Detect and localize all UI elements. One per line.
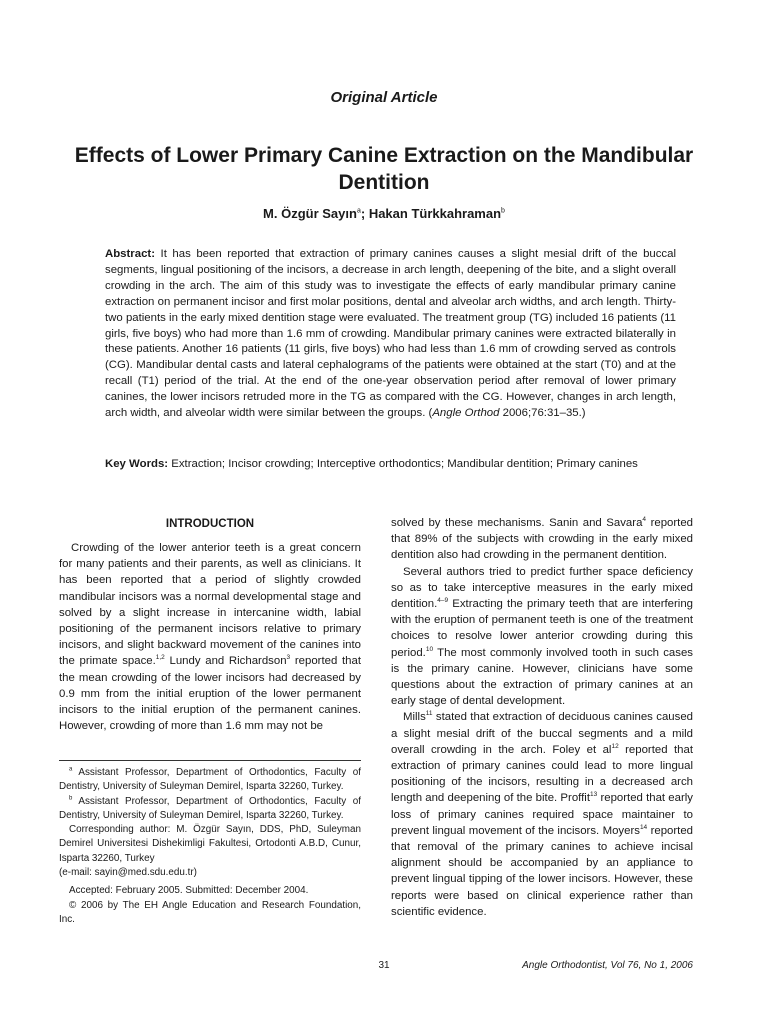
paragraph-text: reported that extraction of primary canines could lead to more lingual positioning of the incisors, resulting in a decreased arch length and deepening of the bite. Proffit <box>391 743 693 805</box>
left-column <box>59 518 361 734</box>
author-name: M. Özgür Sayın <box>263 206 357 221</box>
abstract <box>105 247 676 422</box>
affiliation-marker: b <box>501 207 505 215</box>
paragraph-text: reported that the mean crowding of the lower incisors had decreased by 0.9 mm from the initial eruption of the lower permanent incisors to the initial eruption of the permanent canines. However, crowding of more than 1.6 mm may not be <box>59 655 361 733</box>
reference-marker: 12 <box>611 743 619 751</box>
journal-info: Angle Orthodontist, Vol 76, No 1, 2006 <box>522 960 693 971</box>
reference-marker: 3 <box>286 654 291 662</box>
article-type: Original Article <box>330 89 438 106</box>
author-name: Hakan Türkkahraman <box>368 206 502 221</box>
paragraph-text: The most commonly involved tooth in such cases is the primary canine. However, clinicians have some questions about the extraction of primary canines at an early stage of dental development. <box>391 646 693 708</box>
reference-marker: 11 <box>425 710 433 718</box>
reference-marker: 13 <box>589 791 598 799</box>
abstract-citation-journal: Angle Orthod <box>432 407 500 420</box>
paragraph-text: Mills <box>403 711 426 724</box>
author-line <box>0 206 768 221</box>
affiliation-marker: a <box>356 207 361 215</box>
body-paragraph <box>391 564 693 710</box>
affiliation-marker: a <box>69 766 73 773</box>
reference-marker: 10 <box>425 645 434 653</box>
paragraph-text: Several authors tried to predict further space deficiency so as to take interceptive measures in the early mixed dentition. <box>391 565 693 611</box>
section-heading-introduction: INTRODUCTION <box>165 518 255 530</box>
paragraph-text: Crowding of the lower anterior teeth is a great concern for many patients and their parents, as well as clinicians. It has been reported that a period of slightly crowded mandibular incisors was a normal developmental stage and solved by a slight increase in intercanine width, labial positioning of the permanent incisors relative to primary incisors, and slight backward movement of the canines into the primate space. <box>59 542 361 668</box>
footnote-text: Assistant Professor, Department of Orthodontics, Faculty of Dentistry, University of Suleyman Demirel, Isparta 32260, Turkey. <box>59 795 361 821</box>
abstract-label: Abstract: <box>105 248 156 260</box>
paragraph-text: reported that removal of the primary canines to achieve incisal alignment should be accompanied by an appliance to prevent lingual tipping of the lower incisors. However, these reports were based on clinical experience rather than scientific evidence. <box>391 824 693 918</box>
paragraph-text: reported that early loss of primary canines required space maintainer to prevent lingual movement of the incisors. Moyers <box>391 792 693 837</box>
paragraph-text: solved by these mechanisms. Sanin and Savara <box>391 517 643 529</box>
reference-marker: 4–9 <box>437 597 449 605</box>
body-paragraph-continued <box>391 515 693 564</box>
footnotes <box>59 766 361 927</box>
footnote-corresponding-author: Corresponding author: M. Özgür Sayın, DDS, PhD, Suleyman Demirel Universitesi Dishekimligi Fakultesi, Ortodonti A.B.D, Cunur, Isparta 32260, Turkey <box>59 824 361 864</box>
paragraph-text: Extracting the primary teeth that are interfering with the eruption of permanent teeth is one of the treatment choices to resolve lower anterior crowding during this period. <box>391 598 693 659</box>
reference-marker: 1,2 <box>155 654 165 662</box>
keywords-text: Extraction; Incisor crowding; Interceptive orthodontics; Mandibular dentition; Primary canines <box>168 458 638 470</box>
affiliation-marker: b <box>69 795 73 802</box>
abstract-text: It has been reported that extraction of primary canines causes a slight mesial drift of the buccal segments, lingual positioning of the incisors, a decrease in arch length, deepening of the bite, and a slight overall crowding in the arch. The aim of this study was to investigate the effects of early mandibular primary canine extraction on permanent incisor and first molar positions, dental and alveolar arch widths, and arch length. Thirty-two patients in the early mixed dentition stage were evaluated. The treatment group (TG) included 16 patients (11 girls, five boys) who had more than 1.6 mm of crowding. Mandibular primary canines were extracted bilaterally in these patients. Another 16 patients (11 girls, five boys) who had less than 1.6 mm of crowding served as controls (CG). Mandibular dental casts and lateral cephalograms of the patients were obtained at the start (T0) and at the recall (T1) period of the trial. At the end of the one-year observation period after removal of lower primary canines, the lower incisors retruded more in the TG as compared with the CG. However, changes in arch length, arch width, and alveolar width were similar between the groups. ( <box>105 248 676 420</box>
footnote-affiliation-a <box>59 766 361 795</box>
footnote-divider <box>59 760 361 761</box>
article-title: Effects of Lower Primary Canine Extraction on the Mandibular Dentition <box>74 144 694 194</box>
keywords <box>105 456 676 472</box>
abstract-citation: 2006;76:31–35.) <box>499 407 586 420</box>
author-separator: ; <box>360 206 369 221</box>
footnote-affiliation-b <box>59 795 361 824</box>
reference-marker: 14 <box>639 824 648 832</box>
footnote-copyright: © 2006 by The EH Angle Education and Research Foundation, Inc. <box>59 899 361 925</box>
footnote-dates: Accepted: February 2005. Submitted: December 2004. <box>69 885 309 897</box>
body-paragraph <box>59 540 361 734</box>
paragraph-text: stated that extraction of deciduous canines caused a slight mesial drift of the buccal segments and a mild overall crowding in the arch. Foley et al <box>391 711 693 756</box>
footnote-text: Assistant Professor, Department of Orthodontics, Faculty of Dentistry, University of Suleyman Demirel, Isparta 32260, Turkey. <box>59 767 361 793</box>
reference-marker: 4 <box>642 516 647 524</box>
keywords-label: Key Words: <box>105 458 169 470</box>
body-paragraph <box>391 709 693 920</box>
right-column <box>391 515 693 920</box>
page-number: 31 <box>378 960 390 971</box>
paragraph-text: Lundy and Richardson <box>164 655 287 668</box>
footnote-email: (e-mail: sayin@med.sdu.edu.tr) <box>59 867 197 879</box>
paragraph-text: reported that 89% of the subjects with crowding in the early mixed dentition also had crowding in the permanent dentition. <box>391 517 693 562</box>
